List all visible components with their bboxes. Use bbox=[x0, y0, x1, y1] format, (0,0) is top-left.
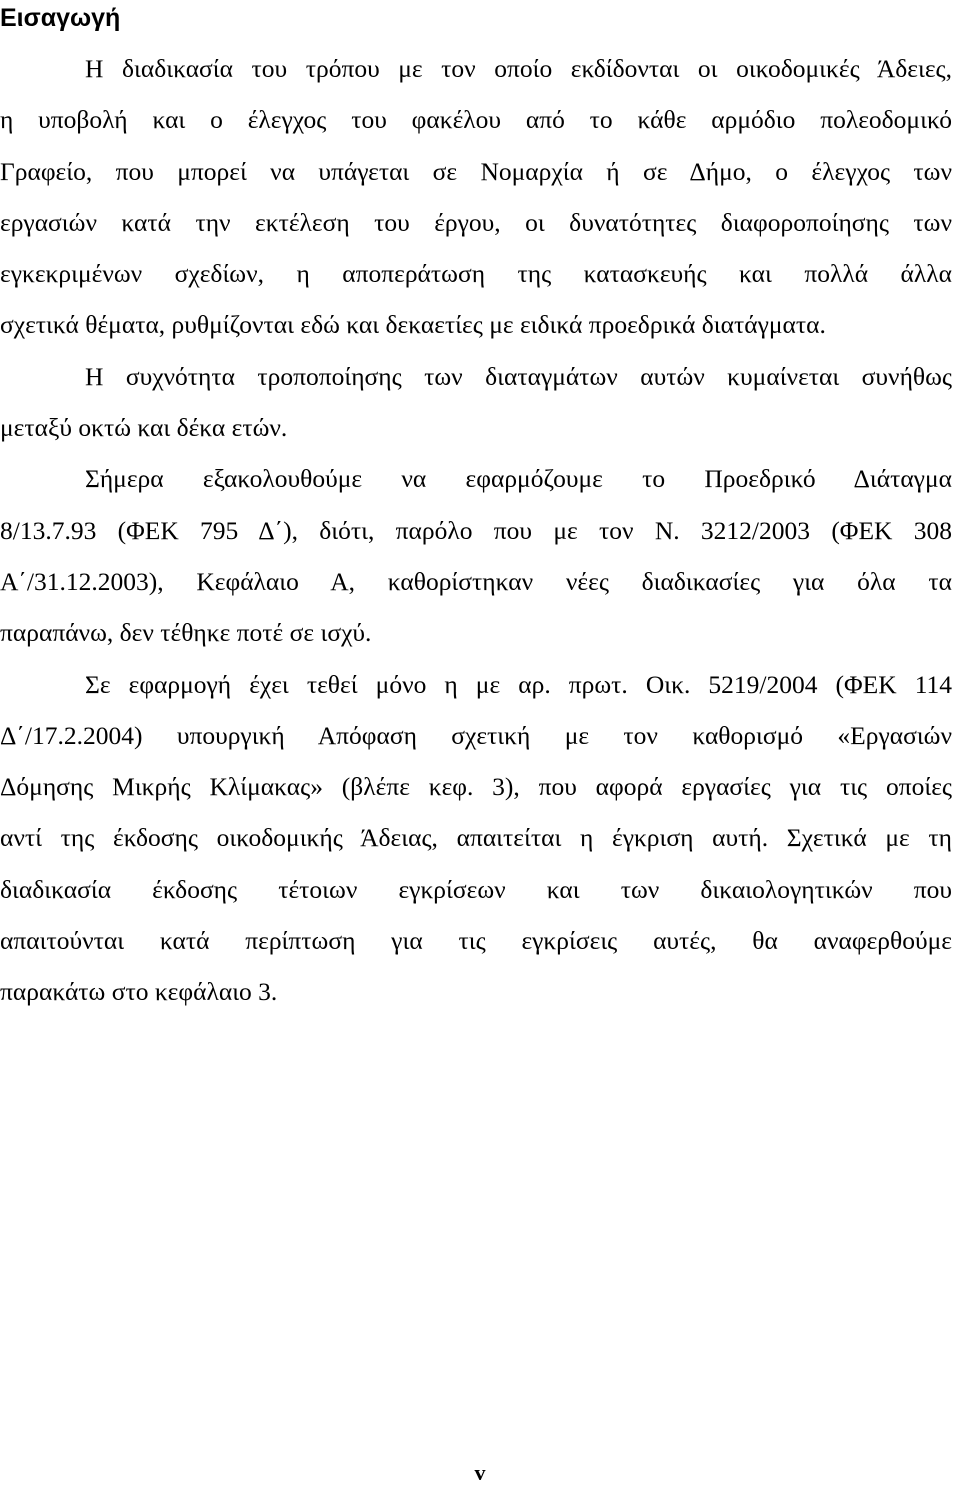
text-line: Δόμησης Μικρής Κλίμακας» (βλέπε κεφ. 3), που αφορά εργασίες για τις οποίες bbox=[0, 772, 952, 802]
text-line: παραπάνω, δεν τέθηκε ποτέ σε ισχύ. bbox=[0, 618, 372, 648]
text-line: απαιτούνται κατά περίπτωση για τις εγκρίσεις αυτές, θα αναφερθούμε bbox=[0, 926, 952, 956]
text-line: μεταξύ οκτώ και δέκα ετών. bbox=[0, 413, 288, 443]
text-line: Α΄/31.12.2003), Κεφάλαιο Α, καθορίστηκαν νέες διαδικασίες για όλα τα bbox=[0, 566, 952, 596]
section-heading: Εισαγωγή bbox=[0, 4, 121, 32]
text-line: παρακάτω στο κεφάλαιο 3. bbox=[0, 977, 278, 1007]
text-line: Γραφείο, που μπορεί να υπάγεται σε Νομαρχία ή σε Δήμο, ο έλεγχος των bbox=[0, 156, 952, 186]
text-line: διαδικασία έκδοσης τέτοιων εγκρίσεων και των δικαιολογητικών που bbox=[0, 874, 952, 904]
page-number: v bbox=[474, 1460, 486, 1485]
text-line: Η διαδικασία του τρόπου με τον οποίο εκδίδονται οι οικοδομικές Άδειες, bbox=[85, 54, 952, 83]
text-line: σχετικά θέματα, ρυθμίζονται εδώ και δεκαετίες με ειδικά προεδρικά διατάγματα. bbox=[0, 310, 826, 340]
text-line: εργασιών κατά την εκτέλεση του έργου, οι δυνατότητες διαφοροποίησης των bbox=[0, 207, 952, 237]
text-line: αντί της έκδοσης οικοδομικής Άδειας, απαιτείται η έγκριση αυτή. Σχετικά με τη bbox=[0, 823, 952, 853]
text-line: εγκεκριμένων σχεδίων, η αποπεράτωση της κατασκευής και πολλά άλλα bbox=[0, 259, 952, 289]
text-line: Σε εφαρμογή έχει τεθεί μόνο η με αρ. πρωτ. Οικ. 5219/2004 (ΦΕΚ 114 bbox=[85, 669, 952, 699]
text-line: Δ΄/17.2.2004) υπουργική Απόφαση σχετική με τον καθορισμό «Εργασιών bbox=[0, 720, 952, 750]
text-line: Η συχνότητα τροποποίησης των διαταγμάτων αυτών κυμαίνεται συνήθως bbox=[85, 361, 952, 391]
text-line: Σήμερα εξακολουθούμε να εφαρμόζουμε το Προεδρικό Διάταγμα bbox=[85, 464, 952, 494]
text-line: η υποβολή και ο έλεγχος του φακέλου από το κάθε αρμόδιο πολεοδομικό bbox=[0, 105, 952, 135]
body-text bbox=[0, 43, 952, 1018]
text-line: 8/13.7.93 (ΦΕΚ 795 Δ΄), διότι, παρόλο που με τον Ν. 3212/2003 (ΦΕΚ 308 bbox=[0, 515, 952, 545]
